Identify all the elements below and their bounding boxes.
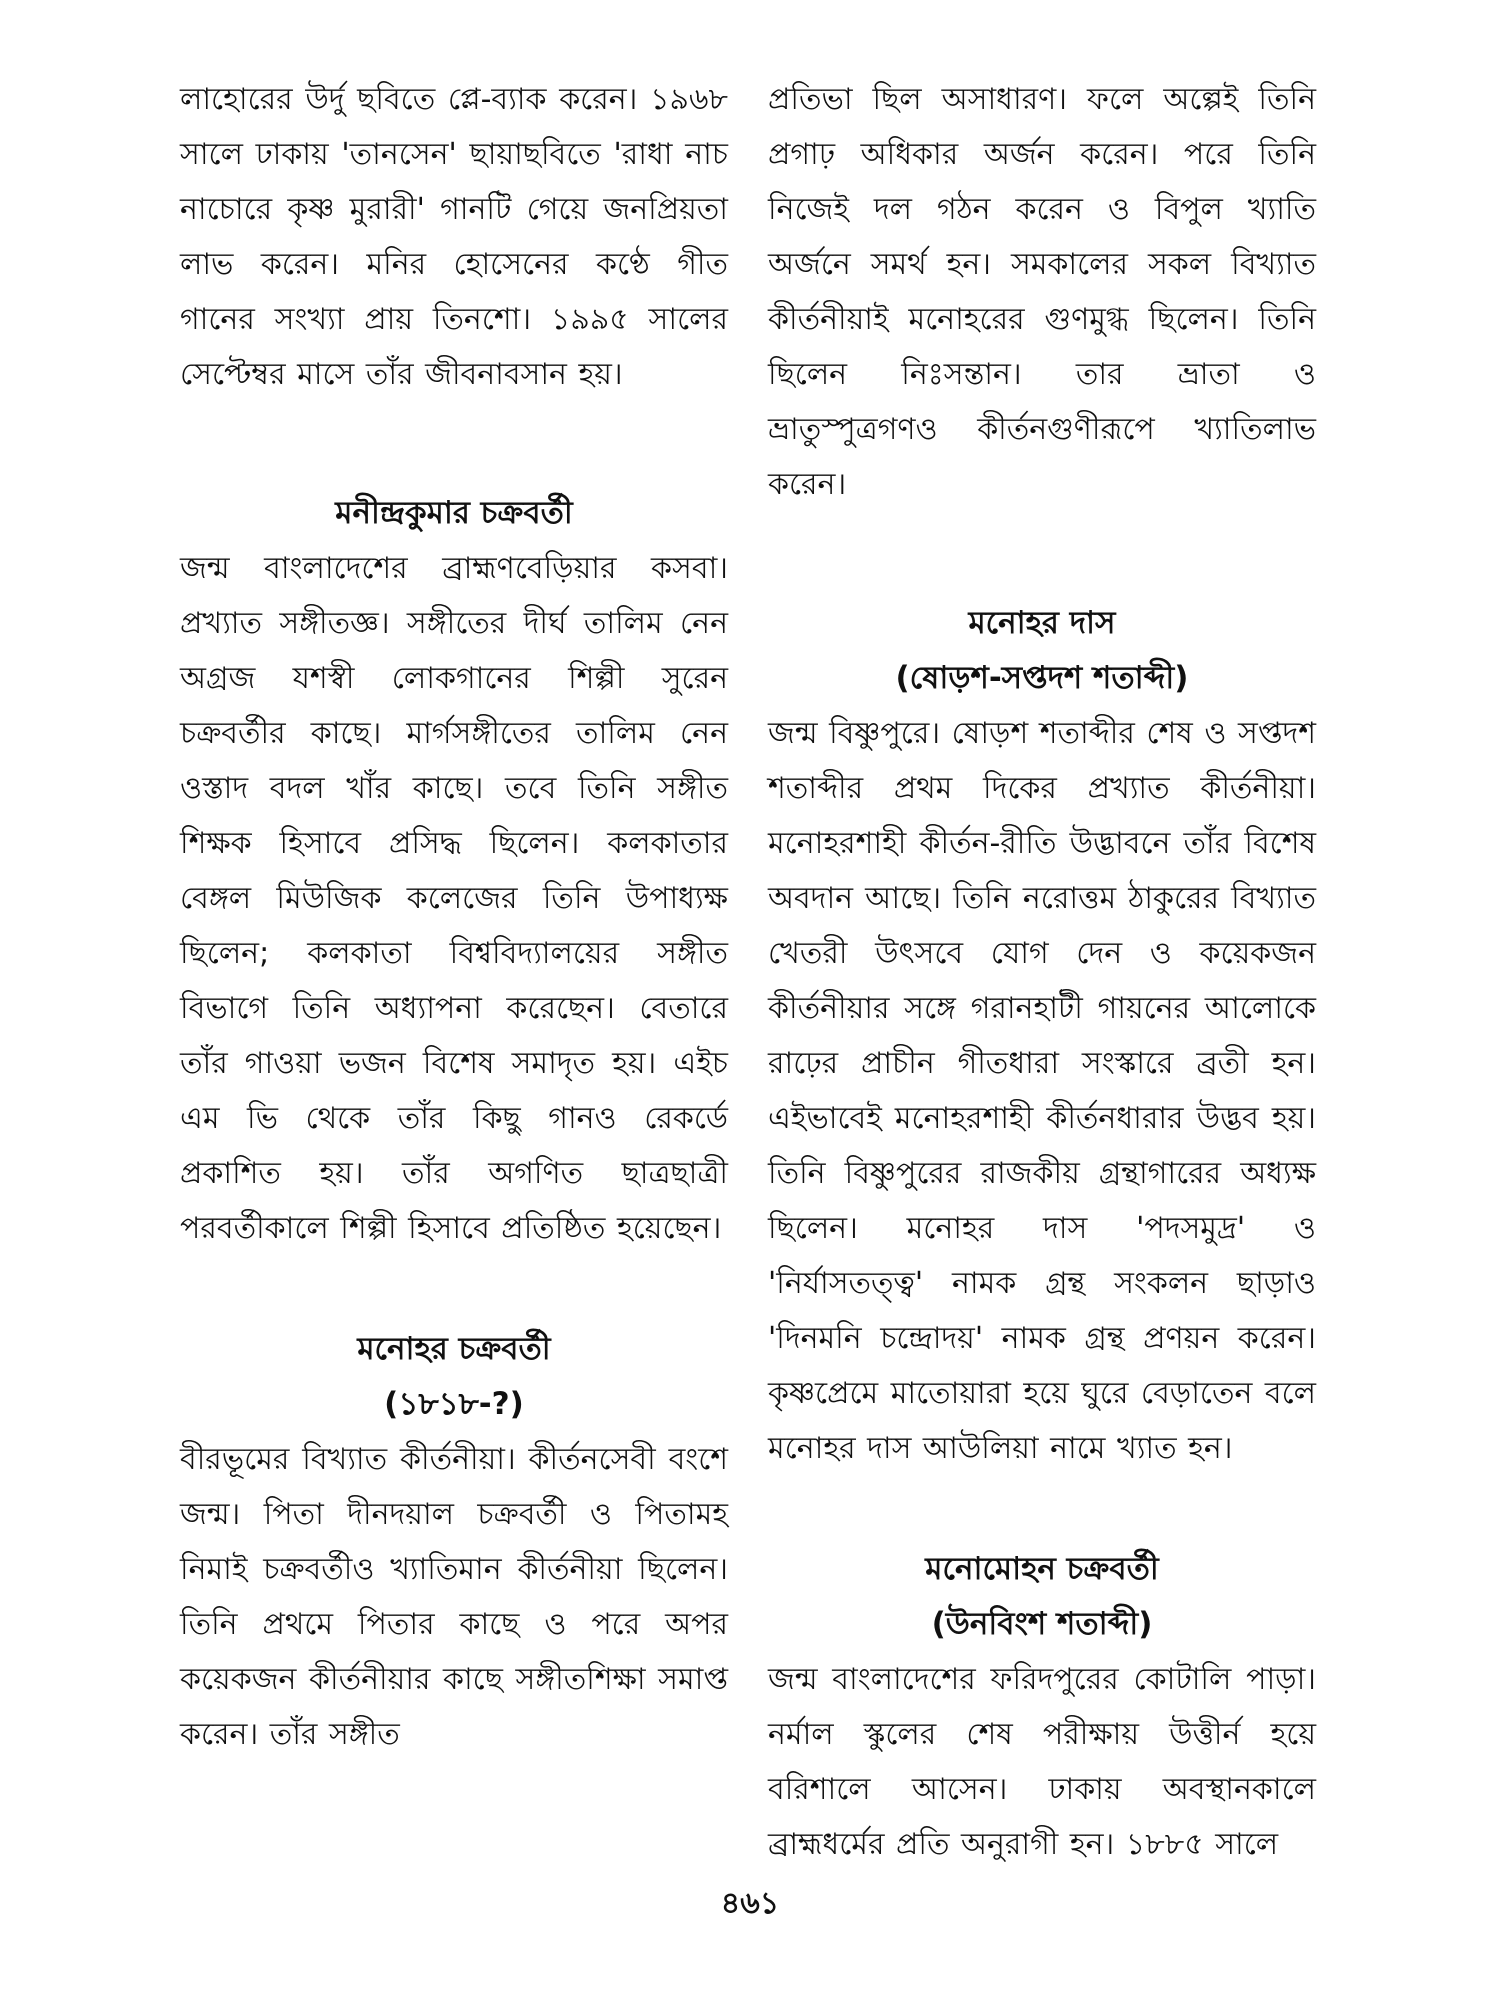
paragraph-manindrakumar-chakraborty: জন্ম বাংলাদেশের ব্রাহ্মণবেড়িয়ার কসবা। প্রখ্যাত সঙ্গীতজ্ঞ। সঙ্গীতের দীর্ঘ তালিম নেন অগ্রজ যশস্বী লোকগানের শিল্পী সুরেন চক্রবর্তীর কাছে। মার্গসঙ্গীতের তালিম নেন ওস্তাদ বদল খাঁর কাছে। তবে তিনি সঙ্গীত শিক্ষক হিসাবে প্রসিদ্ধ ছিলেন। কলকাতার বেঙ্গল মিউজিক কলেজের তিনি উপাধ্যক্ষ ছিলেন; কলকাতা বিশ্ববিদ্যালয়ের সঙ্গীত বিভাগে তিনি অধ্যাপনা করেছেন। বেতারে তাঁর গাওয়া ভজন বিশেষ সমাদৃত হয়। এইচ এম ভি থেকে তাঁর কিছু গানও রেকর্ডে প্রকাশিত হয়। তাঁর অগণিত ছাত্রছাত্রী পরবর্তীকালে শিল্পী হিসাবে প্রতিষ্ঠিত হয়েছেন। <box>180 551 728 1246</box>
heading-manomohan-chakraborty: মনোমোহন চক্রবর্তী <box>925 1551 1159 1587</box>
section-spacer <box>768 512 1316 596</box>
subheading-manomohan-century: (উনবিংশ শতাব্দী) <box>931 1606 1153 1642</box>
page-number: ৪৬১ <box>720 1886 780 1921</box>
paragraph-manohar-das: জন্ম বিষ্ণুপুরে। ষোড়শ শতাব্দীর শেষ ও সপ্তদশ শতাব্দীর প্রথম দিকের প্রখ্যাত কীর্তনীয়া। মনোহরশাহী কীর্তন-রীতি উদ্ভাবনে তাঁর বিশেষ অবদান আছে। তিনি নরোত্তম ঠাকুরের বিখ্যাত খেতরী উৎসবে যোগ দেন ও কয়েকজন কীর্তনীয়ার সঙ্গে গরানহাটী গায়নের আলোকে রাঢ়ের প্রাচীন গীতধারা সংস্কারে ব্রতী হন। এইভাবেই মনোহরশাহী কীর্তনধারার উদ্ভব হয়। তিনি বিষ্ণুপুরের রাজকীয় গ্রন্থাগারের অধ্যক্ষ ছিলেন। মনোহর দাস 'পদসমুদ্র' ও 'নির্যাসতত্ত্ব' নামক গ্রন্থ সংকলন ছাড়াও 'দিনমনি চন্দ্রোদয়' নামক গ্রন্থ প্রণয়ন করেন। কৃষ্ণপ্রেমে মাতোয়ারা হয়ে ঘুরে বেড়াতেন বলে মনোহর দাস আউলিয়া নামে খ্যাত হন। <box>768 716 1316 1466</box>
heading-manohar-das: মনোহর দাস <box>968 605 1116 641</box>
subheading-manohar-chakraborty-years: (১৮১৮-?) <box>384 1386 524 1422</box>
left-column <box>180 72 728 1762</box>
section-spacer <box>180 1256 728 1322</box>
section-spacer <box>768 1476 1316 1542</box>
intro-paragraph: লাহোরের উর্দু ছবিতে প্লে-ব্যাক করেন। ১৯৬৮ সালে ঢাকায় 'তানসেন' ছায়াছবিতে 'রাধা নাচ নাচোরে কৃষ্ণ মুরারী' গানটি গেয়ে জনপ্রিয়তা লাভ করেন। মনির হোসেনের কণ্ঠে গীত গানের সংখ্যা প্রায় তিনশো। ১৯৯৫ সালের সেপ্টেম্বর মাসে তাঁর জীবনাবসান হয়। <box>180 82 728 392</box>
subheading-manohar-das-century: (ষোড়শ-সপ্তদশ শতাব্দী) <box>895 660 1189 696</box>
paragraph-manohar-chakraborty: বীরভূমের বিখ্যাত কীর্তনীয়া। কীর্তনসেবী বংশে জন্ম। পিতা দীনদয়াল চক্রবর্তী ও পিতামহ নিমাই চক্রবর্তীও খ্যাতিমান কীর্তনীয়া ছিলেন। তিনি প্রথমে পিতার কাছে ও পরে অপর কয়েকজন কীর্তনীয়ার কাছে সঙ্গীতশিক্ষা সমাপ্ত করেন। তাঁর সঙ্গীত <box>180 1442 728 1752</box>
paragraph-manomohan-chakraborty: জন্ম বাংলাদেশের ফরিদপুরের কোটালি পাড়া। নর্মাল স্কুলের শেষ পরীক্ষায় উত্তীর্ন হয়ে বরিশালে আসেন। ঢাকায় অবস্থানকালে ব্রাহ্মধর্মের প্রতি অনুরাগী হন। ১৮৮৫ সালে <box>768 1662 1316 1862</box>
heading-manohar-chakraborty: মনোহর চক্রবর্তী <box>357 1331 551 1367</box>
section-spacer <box>180 402 728 486</box>
continuation-paragraph: প্রতিভা ছিল অসাধারণ। ফলে অল্পেই তিনি প্রগাঢ় অধিকার অর্জন করেন। পরে তিনি নিজেই দল গঠন করেন ও বিপুল খ্যাতি অর্জনে সমর্থ হন। সমকালের সকল বিখ্যাত কীর্তনীয়াই মনোহরের গুণমুগ্ধ ছিলেন। তিনি ছিলেন নিঃসন্তান। তার ভ্রাতা ও ভ্রাতুস্পুত্রগণও কীর্তনগুণীরূপে খ্যাতিলাভ করেন। <box>768 82 1316 502</box>
right-column <box>768 72 1316 1872</box>
heading-manindrakumar-chakraborty: মনীন্দ্রকুমার চক্রবর্তী <box>335 495 573 531</box>
